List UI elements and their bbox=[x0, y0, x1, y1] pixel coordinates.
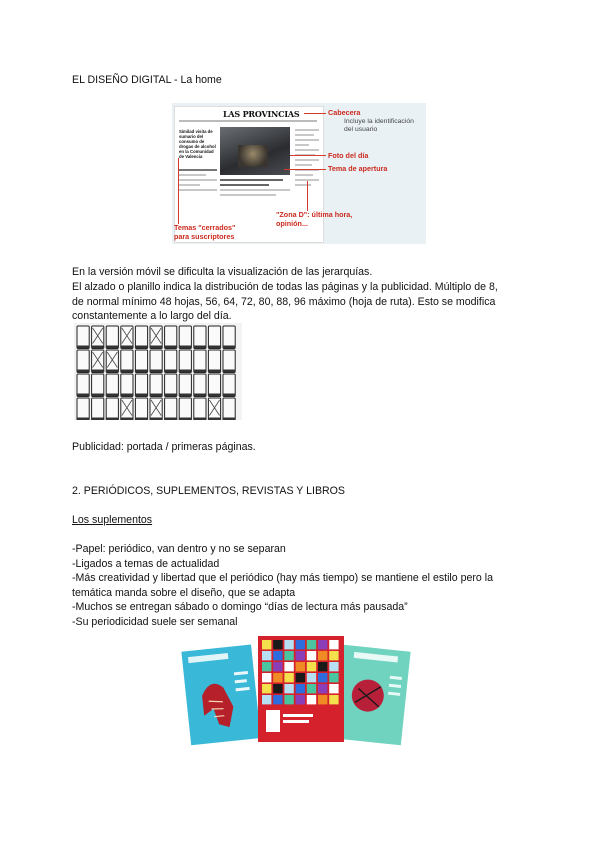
annotation-zona-d-1: "Zona D": última hora, bbox=[276, 210, 353, 219]
cover-tile bbox=[318, 684, 327, 693]
grid-page-band bbox=[77, 394, 89, 397]
cover-tile bbox=[273, 640, 282, 649]
grid-page bbox=[106, 374, 118, 397]
grid-page-band bbox=[165, 394, 177, 397]
grid-page bbox=[135, 350, 147, 373]
cover-center bbox=[258, 636, 344, 742]
grid-page bbox=[179, 350, 191, 373]
grid-page bbox=[223, 350, 235, 373]
cover-tile bbox=[296, 673, 305, 682]
grid-page bbox=[121, 350, 133, 373]
home-figure bbox=[172, 103, 426, 244]
supplement-covers bbox=[180, 634, 412, 746]
cover-tile bbox=[329, 673, 338, 682]
grid-page-band bbox=[165, 346, 177, 349]
cover-tile bbox=[262, 651, 271, 660]
grid-page bbox=[179, 398, 191, 420]
grid-page-band bbox=[135, 346, 147, 349]
grid-page-band bbox=[179, 370, 191, 373]
grid-page-band bbox=[106, 394, 118, 397]
cover-tile bbox=[284, 651, 293, 660]
paragraph-line-2: El alzado o planillo indica la distribución de todas las páginas y la publicidad. Múltiplo de 8, bbox=[72, 281, 498, 293]
cover-tile bbox=[273, 662, 282, 671]
grid-page-band bbox=[121, 418, 133, 421]
cover-tile bbox=[273, 673, 282, 682]
grid-page bbox=[135, 398, 147, 420]
grid-page bbox=[165, 326, 177, 349]
annotation-temas-1: Temas "cerrados" bbox=[174, 223, 236, 232]
grid-page bbox=[77, 350, 89, 373]
cover-tile bbox=[296, 695, 305, 704]
cover-tile bbox=[262, 673, 271, 682]
grid-page-band bbox=[121, 346, 133, 349]
cover-tile bbox=[296, 640, 305, 649]
cover-tile bbox=[329, 662, 338, 671]
zona-d-column bbox=[295, 129, 319, 189]
grid-page-band bbox=[77, 418, 89, 421]
cover-tile bbox=[296, 662, 305, 671]
cover-tile bbox=[273, 651, 282, 660]
cover-tile bbox=[284, 640, 293, 649]
grid-page-band bbox=[179, 418, 191, 421]
cover-tile bbox=[307, 662, 316, 671]
cover-tile bbox=[284, 662, 293, 671]
bullet-4: -Muchos se entregan sábado o domingo “días de lectura más pausada” bbox=[72, 601, 408, 613]
grid-page-band bbox=[92, 346, 104, 349]
grid-page bbox=[194, 350, 206, 373]
grid-page-band bbox=[106, 370, 118, 373]
cover-tile bbox=[262, 640, 271, 649]
planillo-grid bbox=[74, 323, 242, 420]
grid-page-band bbox=[208, 370, 220, 373]
cover-tile bbox=[329, 684, 338, 693]
grid-page-band bbox=[135, 370, 147, 373]
cover-tile bbox=[329, 640, 338, 649]
grid-page bbox=[92, 398, 104, 420]
annotation-temas-2: para suscriptores bbox=[174, 232, 235, 241]
grid-page bbox=[77, 374, 89, 397]
grid-page bbox=[121, 374, 133, 397]
cover-tile bbox=[329, 651, 338, 660]
grid-page-band bbox=[179, 394, 191, 397]
lead-headline: Similad visita de sumario del consumo de drogas de alcohol en la Comunidad de Valencia bbox=[179, 129, 216, 159]
grid-page bbox=[106, 398, 118, 420]
grid-page bbox=[135, 374, 147, 397]
grid-page bbox=[223, 374, 235, 397]
grid-page bbox=[165, 398, 177, 420]
publicidad-line: Publicidad: portada / primeras páginas. bbox=[72, 441, 256, 453]
paragraph-line-4: constantemente a lo largo del día. bbox=[72, 310, 232, 322]
cover-tile bbox=[273, 684, 282, 693]
cover-tile bbox=[296, 651, 305, 660]
grid-page bbox=[165, 350, 177, 373]
grid-page bbox=[208, 326, 220, 349]
cover-tile bbox=[262, 695, 271, 704]
grid-page-band bbox=[121, 370, 133, 373]
grid-page bbox=[223, 398, 235, 420]
cover-left bbox=[181, 644, 260, 745]
grid-page-band bbox=[208, 346, 220, 349]
grid-page-band bbox=[106, 418, 118, 421]
cover-tile bbox=[329, 695, 338, 704]
grid-page bbox=[208, 350, 220, 373]
cover-tile bbox=[318, 695, 327, 704]
grid-page bbox=[135, 326, 147, 349]
cover-tile bbox=[307, 673, 316, 682]
cover-tile bbox=[318, 662, 327, 671]
photo-of-day bbox=[220, 127, 290, 175]
bullet-3-cont: temática manda sobre el diseño, que se adapta bbox=[72, 587, 296, 599]
grid-page bbox=[179, 374, 191, 397]
sub-headlines bbox=[220, 179, 290, 199]
grid-page-band bbox=[223, 418, 235, 421]
grid-page-band bbox=[223, 346, 235, 349]
annotation-cabecera-note: Incluye la identificación del usuario bbox=[344, 118, 414, 133]
grid-page bbox=[194, 326, 206, 349]
grid-page-band bbox=[208, 418, 220, 421]
grid-page-band bbox=[92, 394, 104, 397]
bullet-1: -Papel: periódico, van dentro y no se separan bbox=[72, 543, 286, 555]
cover-tile bbox=[318, 651, 327, 660]
section-heading-digital: EL DISEÑO DIGITAL - La home bbox=[72, 74, 222, 86]
cover-tile bbox=[307, 640, 316, 649]
grid-page-band bbox=[194, 418, 206, 421]
grid-page-band bbox=[135, 394, 147, 397]
grid-page bbox=[179, 326, 191, 349]
grid-page bbox=[223, 326, 235, 349]
grid-page bbox=[194, 398, 206, 420]
grid-page-band bbox=[121, 394, 133, 397]
cover-tile bbox=[284, 695, 293, 704]
grid-page-band bbox=[150, 418, 162, 421]
grid-page-band bbox=[194, 346, 206, 349]
grid-page bbox=[77, 326, 89, 349]
annotation-tema: Tema de apertura bbox=[328, 164, 388, 173]
grid-page-band bbox=[223, 394, 235, 397]
grid-page bbox=[77, 398, 89, 420]
planillo-figure bbox=[74, 323, 242, 420]
annotation-cabecera: Cabecera bbox=[328, 108, 361, 117]
grid-page-band bbox=[106, 346, 118, 349]
bullet-2: -Ligados a temas de actualidad bbox=[72, 558, 220, 570]
cover-tile bbox=[318, 640, 327, 649]
cover-tile bbox=[273, 695, 282, 704]
masthead: LAS PROVINCIAS bbox=[223, 109, 300, 119]
grid-page bbox=[150, 350, 162, 373]
cover-tile bbox=[318, 673, 327, 682]
grid-page bbox=[165, 374, 177, 397]
bullet-3: -Más creatividad y libertad que el periódico (hay más tiempo) se mantiene el estilo pero la bbox=[72, 572, 494, 584]
grid-page bbox=[194, 374, 206, 397]
annotation-foto: Foto del día bbox=[328, 151, 369, 160]
grid-page-band bbox=[223, 370, 235, 373]
paragraph-line-1: En la versión móvil se dificulta la visualización de las jerarquías. bbox=[72, 266, 373, 278]
grid-page-band bbox=[208, 394, 220, 397]
grid-page-band bbox=[77, 370, 89, 373]
nav-bar bbox=[179, 120, 317, 122]
grid-page bbox=[150, 374, 162, 397]
grid-page-band bbox=[194, 370, 206, 373]
grid-page-band bbox=[150, 346, 162, 349]
cover-tile bbox=[262, 662, 271, 671]
grid-page bbox=[92, 374, 104, 397]
cover-tile bbox=[307, 695, 316, 704]
grid-page bbox=[208, 374, 220, 397]
grid-page bbox=[106, 326, 118, 349]
closed-topics bbox=[179, 169, 217, 194]
cover-tile bbox=[284, 684, 293, 693]
grid-page-band bbox=[92, 418, 104, 421]
annotation-zona-d-2: opinión... bbox=[276, 219, 308, 228]
grid-page-band bbox=[150, 370, 162, 373]
grid-page-band bbox=[165, 418, 177, 421]
grid-page-band bbox=[150, 394, 162, 397]
grid-page-band bbox=[77, 346, 89, 349]
grid-page-band bbox=[135, 418, 147, 421]
cover-tile bbox=[307, 684, 316, 693]
cover-tile bbox=[284, 673, 293, 682]
cover-tile bbox=[296, 684, 305, 693]
subheading-suplementos: Los suplementos bbox=[72, 514, 153, 526]
grid-page-band bbox=[179, 346, 191, 349]
cover-tile bbox=[307, 651, 316, 660]
grid-page-band bbox=[92, 370, 104, 373]
section-heading-periodicos: 2. PERIÓDICOS, SUPLEMENTOS, REVISTAS Y LIBROS bbox=[72, 485, 345, 497]
grid-page-band bbox=[165, 370, 177, 373]
paragraph-line-3: de normal mínimo 48 hojas, 56, 64, 72, 80, 88, 96 máximo (hoja de ruta). Esto se modifica bbox=[72, 296, 496, 308]
cover-tile bbox=[262, 684, 271, 693]
bullet-5: -Su periodicidad suele ser semanal bbox=[72, 616, 238, 628]
grid-page-band bbox=[194, 394, 206, 397]
supplements-figure bbox=[180, 634, 412, 746]
